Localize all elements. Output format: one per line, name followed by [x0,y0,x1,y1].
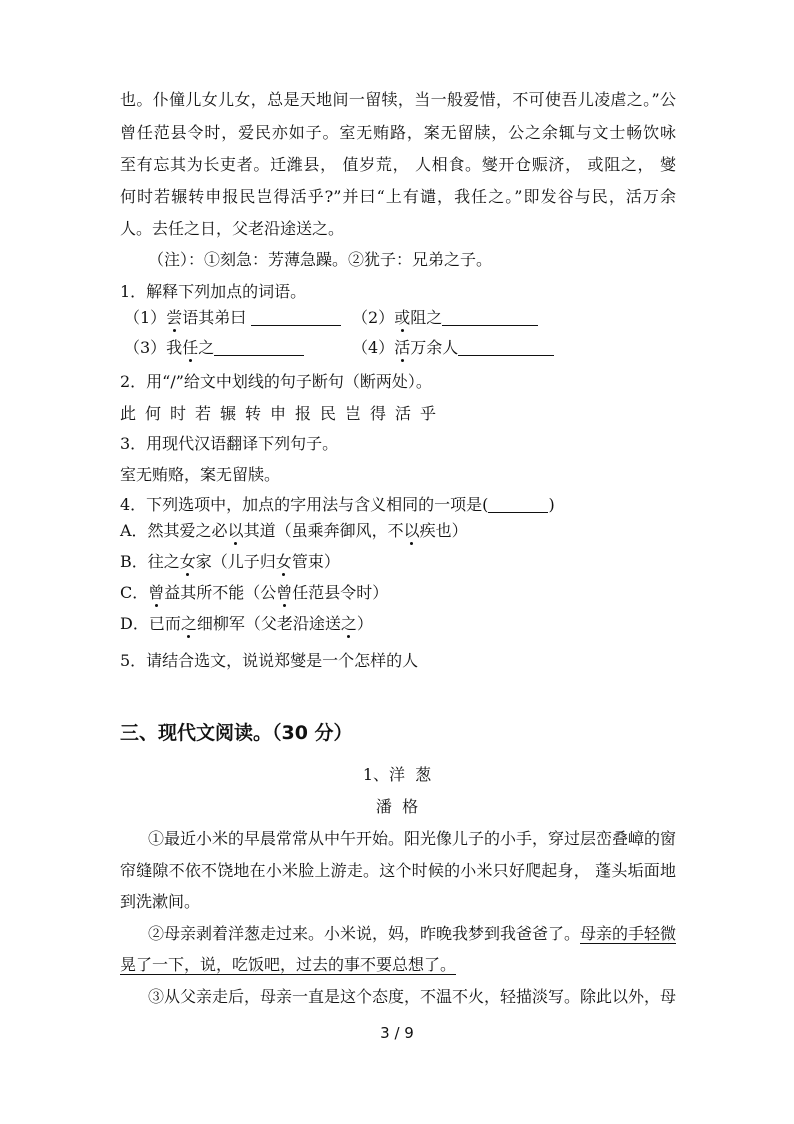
passage-line: 何时若辗转申报民岂得活乎?”并曰“上有谴，我任之。”即发谷与民，活万余 [120,187,676,206]
answer-blank[interactable] [251,309,341,326]
question-1-item-3 [124,338,304,358]
dotted-char: 以 [403,521,420,540]
dotted-char: 曾 [148,583,165,602]
option-d[interactable] [120,614,373,634]
option-text: ） [356,614,373,633]
option-text: 其道（虽乘奔御风，不 [243,521,404,540]
item-text: 万余人 [410,338,459,357]
item-number: （4） [352,338,395,357]
page-number: 3 / 9 [380,1024,414,1042]
question-2-stem: 2．用“/”给文中划线的句子断句（断两处）。 [120,372,432,391]
option-text: 细柳军（父老沿途送 [196,614,341,633]
item-number: （2） [352,308,395,327]
paragraph-text: ②母亲剥着洋葱走过来。小米说，妈，昨晚我梦到我爸爸了。 [148,924,581,943]
item-number: （3）我 [124,338,183,357]
question-4-stem [120,495,555,515]
story-title: 1、洋 葱 [362,765,432,784]
dotted-char: 曾 [276,583,293,602]
question-1-item-1 [124,308,341,328]
dotted-char: 女 [275,552,292,571]
option-b[interactable] [120,552,340,572]
question-5-stem: 5．请结合选文，说说郑燮是一个怎样的人 [120,651,419,670]
stem-paren: ) [548,495,555,514]
dotted-char: 之 [180,614,197,633]
dotted-char: 任 [182,338,199,357]
stem-text: 4．下列选项中，加点的字用法与含义相同的一项是( [120,495,489,514]
option-text: 益其所不能（公 [164,583,277,602]
question-3-stem: 3．用现代汉语翻译下列句子。 [120,434,339,453]
dotted-char: 女 [179,552,196,571]
passage-line: 人。去任之日，父老沿途送之。 [120,219,345,238]
question-1-item-4 [352,338,554,358]
paragraph-line [148,924,676,944]
item-text: 之 [198,338,215,357]
story-author: 潘 格 [375,797,419,816]
option-text: 疾也） [419,521,468,540]
item-text: 语其弟曰 [182,308,252,327]
underlined-text: 晃了一下，说，吃饭吧，过去的事不要总想了。 [120,955,457,974]
paragraph-line: 帘缝隙不依不饶地在小米脸上游走。这个时候的小米只好爬起身， 蓬头垢面地 [120,861,676,880]
option-text: 家（儿子归 [195,552,276,571]
paragraph-line: ③从父亲走后，母亲一直是这个态度，不温不火，轻描淡写。除此以外，母 [148,987,676,1006]
option-text: D．已而 [120,614,181,633]
paragraph-line: ①最近小米的早晨常常从中午开始。阳光像儿子的小手，穿过层峦叠嶂的窗 [148,829,676,848]
passage-line: 也。仆僮儿女儿女，总是天地间一留犊，当一般爱惜，不可使吾儿凌虐之。”公 [120,90,676,109]
answer-blank[interactable] [442,309,538,326]
paragraph-line [120,955,456,975]
item-number: （1） [124,308,167,327]
option-a[interactable] [120,521,468,541]
dotted-char: 尝 [166,308,183,327]
question-3-sentence: 室无贿赂，案无留牍。 [120,465,281,484]
answer-blank[interactable] [214,339,304,356]
section-heading: 三、现代文阅读。（30 分） [120,722,353,744]
answer-blank[interactable] [488,496,548,513]
passage-line: 至有忘其为长吏者。迁潍县， 值岁荒， 人相食。燮开仓赈济， 或阻之， 燮 [120,155,676,174]
question-1-stem: 1．解释下列加点的词语。 [120,282,307,301]
passage-note: （注）：①刻急：芳薄急躁。②犹子：兄弟之子。 [148,250,493,269]
option-text: B．往之 [120,552,180,571]
option-text: 任范县令时） [292,583,389,602]
item-text: 阻之 [410,308,443,327]
option-text: A．然其爱之必 [120,521,228,540]
answer-blank[interactable] [458,339,554,356]
option-text: C． [120,583,149,602]
paragraph-line: 到洗漱间。 [120,892,201,911]
dotted-char: 活 [394,338,411,357]
option-c[interactable] [120,583,388,603]
dotted-char: 或 [394,308,411,327]
dotted-char: 之 [340,614,357,633]
dotted-char: 以 [227,521,244,540]
option-text: 管束） [291,552,340,571]
question-2-sentence[interactable]: 此何时若辗转申报民岂得活乎 [120,404,446,423]
question-1-item-2 [352,308,538,328]
passage-line: 曾任范县令时，爱民亦如子。室无贿路，案无留牍，公之余辄与文士畅饮咏 [120,123,676,142]
underlined-text: 母亲的手轻微 [580,924,677,943]
